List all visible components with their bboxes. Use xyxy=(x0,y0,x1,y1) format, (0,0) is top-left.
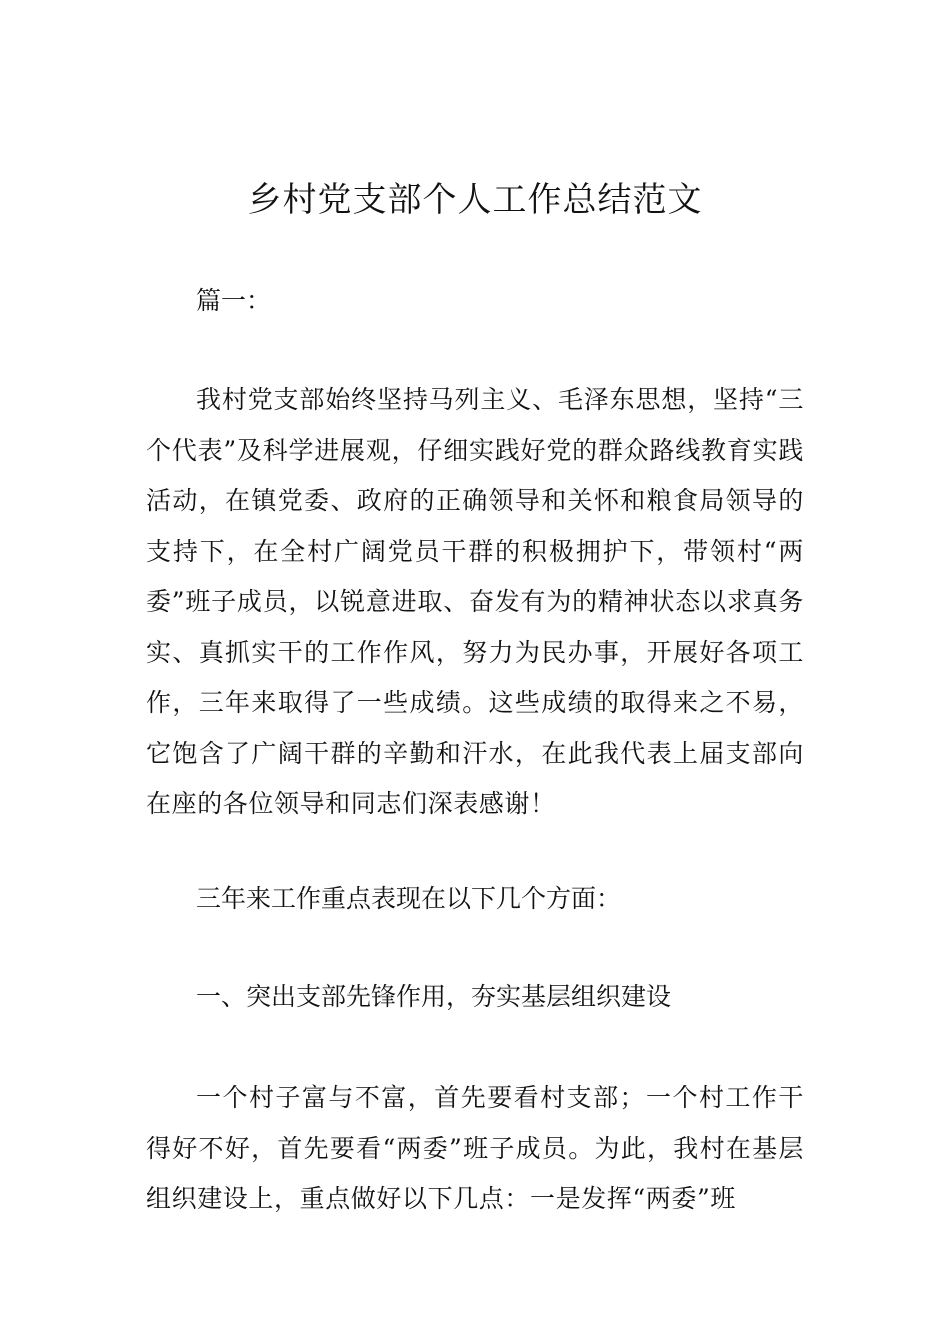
body-paragraph: 我村党支部始终坚持马列主义、毛泽东思想，坚持“三个代表”及科学进展观，仔细实践好党的群众路线教育实践活动，在镇党委、政府的正确领导和关怀和粮食局领导的支持下，在全村广阔党员干群的积极拥护下，带领村“两委”班子成员，以锐意进取、奋发有为的精神状态以求真务实、真抓实干的工作作风，努力为民办事，开展好各项工作，三年来取得了一些成绩。这些成绩的取得来之不易，它饱含了广阔干群的辛勤和汗水，在此我代表上届支部向在座的各位领导和同志们深表感谢！ xyxy=(146,385,804,818)
document-title: 乡村党支部个人工作总结范文 xyxy=(247,180,703,220)
section-label: 篇一： xyxy=(196,286,272,315)
section-heading: 一、突出支部先锋作用，夯实基层组织建设 xyxy=(196,982,672,1011)
body-paragraph: 一个村子富与不富，首先要看村支部；一个村工作干得好不好，首先要看“两委”班子成员。为此，我村在基层组织建设上，重点做好以下几点：一是发挥“两委”班 xyxy=(146,1083,804,1213)
intro-line: 三年来工作重点表现在以下几个方面： xyxy=(196,884,622,913)
